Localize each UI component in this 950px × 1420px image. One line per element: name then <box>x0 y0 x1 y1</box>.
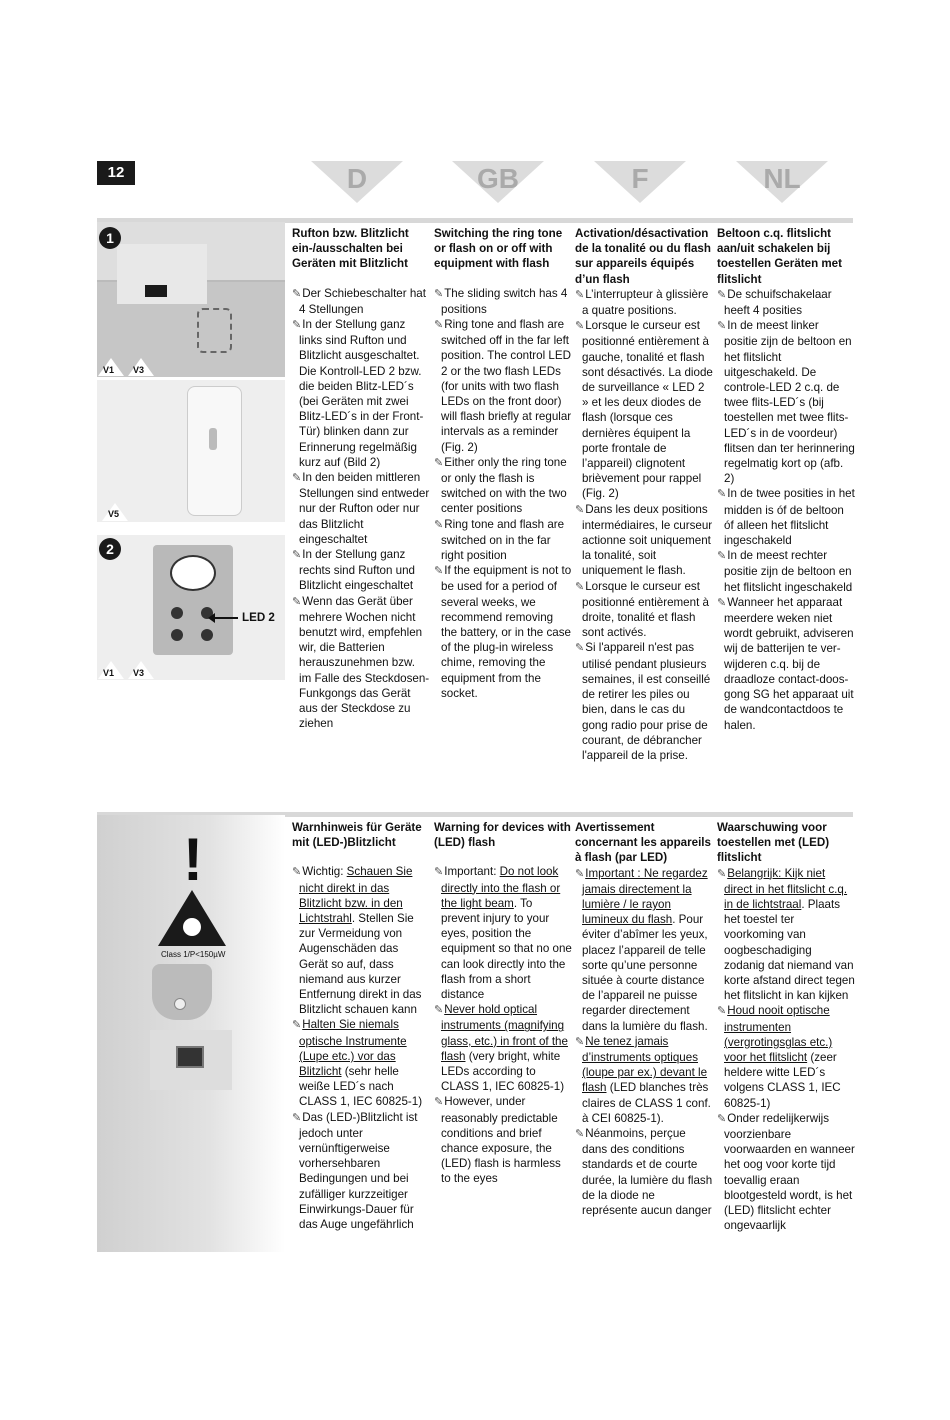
section-heading: Rufton bzw. Blitzlicht ein-/ausschalten bei Geräten mit Blitzlicht <box>292 227 409 271</box>
list-item: ✎If the equipment is not to be used for a period of several weeks, we recommend removing the battery, or in the case of the plug-in wireless chime, removing the equipment from the socket. <box>434 564 572 700</box>
section-heading: Warning for devices with (LED) flash <box>434 821 571 850</box>
pencil-icon: ✎ <box>434 287 444 300</box>
variant-tag: V5 <box>108 509 120 519</box>
list-item: ✎Important: Do not look directly into the flash or the light beam. To prevent injury to your eyes, position the equipment so that no one can look directly into the flash from a short distance <box>434 865 572 1002</box>
page-number: 12 <box>97 161 135 185</box>
bullet-list <box>434 286 572 701</box>
list-item: ✎De schuifschakelaar heeft 4 posities <box>717 287 832 318</box>
list-item: ✎In der Stellung ganz links sind Rufton und Blitzlicht ausgeschaltet. Die Kontroll-LED 2 bzw. die beiden Blitz-LED´s (bei Geräten mit zwei Blitz-LED´s in der Front-Tür) blinken dann zur Erinnerung regelmäßig kurz auf (Bild 2) <box>292 318 424 469</box>
arrow-left-icon <box>214 617 238 619</box>
figure-number-badge: 2 <box>99 538 121 560</box>
dial-icon <box>170 555 216 591</box>
pencil-icon: ✎ <box>717 550 727 563</box>
pencil-icon: ✎ <box>434 518 444 531</box>
variant-tag: V3 <box>133 365 145 375</box>
variant-tag: V3 <box>133 668 145 678</box>
lang-label: GB <box>477 163 519 194</box>
list-item: ✎Lorsque le curseur est positionné entièrement à gauche, tonalité et flash sont désactivés. La diode de surveillance « LED 2 » et les deux diodes de flash (lorsque ces dernières équipent la porte frontale de l’appareil) clignotent brièvement pour rappel (Fig. 2) <box>575 319 713 501</box>
flash-device-photo <box>152 964 212 1020</box>
lang-tab-nl <box>736 161 828 203</box>
lang-label: D <box>346 163 368 194</box>
list-item: ✎In der Stellung ganz rechts sind Rufton und Blitzlicht eingeschaltet <box>292 548 416 593</box>
laser-class-label: Class 1/P<150µW <box>161 950 226 959</box>
section-heading: Avertissement concernant les appareils à flash (par LED) <box>575 821 711 865</box>
bullet-list <box>717 287 855 733</box>
list-item: ✎Ring tone and flash are switched off in the far left position. The control LED 2 or the two flash LEDs (for units with two flash LEDs on the front door) will flash briefly at regular intervals as a reminder (Fig. 2) <box>434 318 572 454</box>
bullet-list <box>575 287 713 763</box>
pencil-icon: ✎ <box>717 1005 727 1018</box>
pencil-icon: ✎ <box>575 288 585 301</box>
section-heading: Beltoon c.q. flitslicht aan/uit schakelen bij toestellen Geräten met flitslicht <box>717 227 842 286</box>
section-heading: Activation/désactivation de la tonalité ou du flash sur appareils équipés d’un flash <box>575 227 711 286</box>
column-de <box>292 226 430 732</box>
pencil-icon: ✎ <box>292 866 302 879</box>
warning-column-fr <box>575 820 713 1218</box>
list-item: ✎Onder redelijkerwijs voorzienbare voorwaarden en wanneer het oog voor korte tijd toevallig eraan blootgesteld wordt, is het (LED) flitslicht echter ongevaarlijk <box>717 1111 855 1233</box>
pencil-icon: ✎ <box>434 1004 444 1017</box>
list-item: ✎L’interrupteur à glissière a quatre positions. <box>575 287 709 318</box>
column-nl <box>717 226 855 733</box>
list-item: ✎In den beiden mittleren Stellungen sind entweder nur der Rufton oder nur das Blitzlicht eingeschaltet <box>292 471 430 546</box>
pencil-icon: ✎ <box>717 1112 727 1125</box>
lang-tab-f <box>594 161 686 203</box>
pencil-icon: ✎ <box>434 866 444 879</box>
list-item: ✎However, under reasonably predictable conditions and brief chance exposure, the (LED) flash is harmless to the eyes <box>434 1095 561 1186</box>
exclamation-icon: ! <box>183 826 203 893</box>
list-item: ✎Lorsque le curseur est positionné entièrement à droite, tonalité et flash sont activés. <box>575 579 709 640</box>
list-item: ✎In de meest linker positie zijn de beltoon en het flitslicht uitgeschakeld. De controle-LED 2 c.q. de twee flits-LED´s (bij toestellen met twee flits-LED´s in de voordeur) flitsen dan ter herinnering regelmatig kort op (afb. 2) <box>717 319 855 486</box>
pencil-icon: ✎ <box>434 565 444 578</box>
list-item: ✎Belangrijk: Kijk niet direct in het flitslicht c.q. in de lichtstraal. Plaats het toestel ter voorkoming van oogbeschadiging zodanig dat niemand van korte afstand direct tegen het flitslicht in kan kijken <box>717 866 855 1003</box>
bullet-list <box>434 864 572 1186</box>
list-item: ✎Si l'appareil n'est pas utilisé pendant plusieurs semaines, il est conseillé de retirer les piles ou bien, dans le cas du gong radio pour prise de courant, de débrancher l'appareil de la prise. <box>575 641 711 762</box>
list-item: ✎In de meest rechter positie zijn de beltoon en het flitslicht ingeschakeld <box>717 549 853 594</box>
pencil-icon: ✎ <box>717 488 727 501</box>
list-item: ✎Das (LED-)Blitzlicht ist jedoch unter vernünftigerweise vorhersehbaren Bedingungen und bei zufälliger kurzzeitiger Einwirkungs-Dauer für das Auge ungefährlich <box>292 1110 418 1232</box>
list-item: ✎Wichtig: Schauen Sie nicht direkt in das Blitzlicht bzw. in den Lichtstrahl. Stellen Sie zur Vermeidung von Augenschäden das Gerät so auf, dass niemand aus kurzer Entfernung direkt in das Blitzlicht schauen kann <box>292 865 422 1017</box>
pencil-icon: ✎ <box>575 1128 585 1141</box>
pencil-icon: ✎ <box>575 580 585 593</box>
pencil-icon: ✎ <box>434 456 444 469</box>
column-fr <box>575 226 713 763</box>
bullet-list <box>717 866 855 1234</box>
list-item: ✎Either only the ring tone or only the flash is switched on with the two center positions <box>434 455 567 516</box>
list-item: ✎Wenn das Gerät über mehrere Wochen nicht benutzt wird, empfehlen wir, die Batterien herauszunehmen bzw. im Falle des Steckdosen-Funkgongs das Gerät aus der Steckdose zu ziehen <box>292 594 430 731</box>
bullet-list <box>292 864 430 1232</box>
pencil-icon: ✎ <box>575 642 585 655</box>
variant-tag: V1 <box>103 365 115 375</box>
pencil-icon: ✎ <box>292 1111 302 1124</box>
warning-column-nl <box>717 820 855 1233</box>
warning-column-gb <box>434 820 572 1187</box>
list-item: ✎Dans les deux positions intermédiaires, le curseur actionne soit uniquement la tonalité, soit uniquement le flash. <box>575 502 713 578</box>
pencil-icon: ✎ <box>434 1096 444 1109</box>
variant-tag: V1 <box>103 668 115 678</box>
lang-label: F <box>631 163 649 194</box>
list-item: ✎Houd nooit optische instrumenten (vergrotingsglas etc.) voor het flitslicht (zeer heldere witte LED´s volgens CLASS 1, IEC 60825-1) <box>717 1004 841 1110</box>
bullet-list <box>292 286 430 732</box>
list-item: ✎Important : Ne regardez jamais directement la lumière / le rayon lumineux du flash. Pour éviter d’abîmer les yeux, placez l’appareil de telle sorte qu’une personne située à courte distance de l’appareil ne puisse regarder directement dans la lumière du flash. <box>575 866 708 1033</box>
pencil-icon: ✎ <box>717 867 727 880</box>
list-item: ✎Halten Sie niemals optische Instrumente (Lupe etc.) vor das Blitzlicht (sehr helle weiße LED´s nach CLASS 1, IEC 60825-1) <box>292 1018 423 1109</box>
section-heading: Warnhinweis für Geräte mit (LED-)Blitzlicht <box>292 821 422 850</box>
section-heading: Waarschuwing voor toestellen met (LED) flitslicht <box>717 821 830 865</box>
pencil-icon: ✎ <box>292 549 302 562</box>
figure-number-badge: 1 <box>99 227 121 249</box>
pencil-icon: ✎ <box>717 596 727 609</box>
pencil-icon: ✎ <box>292 472 302 485</box>
pencil-icon: ✎ <box>717 288 727 301</box>
figure-led-photo <box>97 535 285 680</box>
section-heading: Switching the ring tone or flash on or off with equipment with flash <box>434 227 563 271</box>
lang-label: NL <box>763 163 801 194</box>
lang-tab-gb <box>452 161 544 203</box>
warning-column-de <box>292 820 430 1232</box>
figure-switch-photo <box>97 222 285 377</box>
pencil-icon: ✎ <box>575 503 585 516</box>
column-gb <box>434 226 572 701</box>
pencil-icon: ✎ <box>292 1019 302 1032</box>
list-item: ✎Ne tenez jamais d’instruments optiques (loupe par ex.) devant le flash (LED blanches très claires de CLASS 1 conf. à CEI 60825-1). <box>575 1034 711 1125</box>
lang-tab-de <box>311 161 403 203</box>
led-callout-label: LED 2 <box>242 611 275 624</box>
pencil-icon: ✎ <box>575 867 585 880</box>
list-item: ✎Der Schiebeschalter hat 4 Stellungen <box>292 286 426 316</box>
pencil-icon: ✎ <box>575 1035 585 1048</box>
list-item: ✎Never hold optical instruments (magnifying glass, etc.) in front of the flash (very bright, white LEDs according to CLASS 1, IEC 60825-1) <box>434 1003 568 1094</box>
pencil-icon: ✎ <box>717 320 727 333</box>
pencil-icon: ✎ <box>292 595 302 608</box>
list-item: ✎Néanmoins, perçue dans des conditions standards et de courte durée, la lumière du flash de la diode ne représente aucun danger <box>575 1127 713 1218</box>
list-item: ✎In de twee posities in het midden is óf de beltoon óf alleen het flitslicht ingeschakeld <box>717 487 855 548</box>
list-item: ✎Wanneer het apparaat meerdere weken niet wordt gebruikt, adviseren wij de batterijen te ver-wijderen c.q. bij de draadloze contact-doos-gong SG het apparaat uit de wandcontactdoos te halen. <box>717 595 854 732</box>
flash-led-icon <box>174 998 186 1010</box>
list-item: ✎The sliding switch has 4 positions <box>434 286 568 316</box>
figure-device-photo <box>97 380 285 522</box>
list-item: ✎Ring tone and flash are switched on in the far right position <box>434 517 565 563</box>
bullet-list <box>575 866 713 1219</box>
pencil-icon: ✎ <box>434 319 444 332</box>
pencil-icon: ✎ <box>292 319 302 332</box>
pencil-icon: ✎ <box>575 320 585 333</box>
pencil-icon: ✎ <box>292 287 302 300</box>
button-icon <box>176 1046 204 1068</box>
